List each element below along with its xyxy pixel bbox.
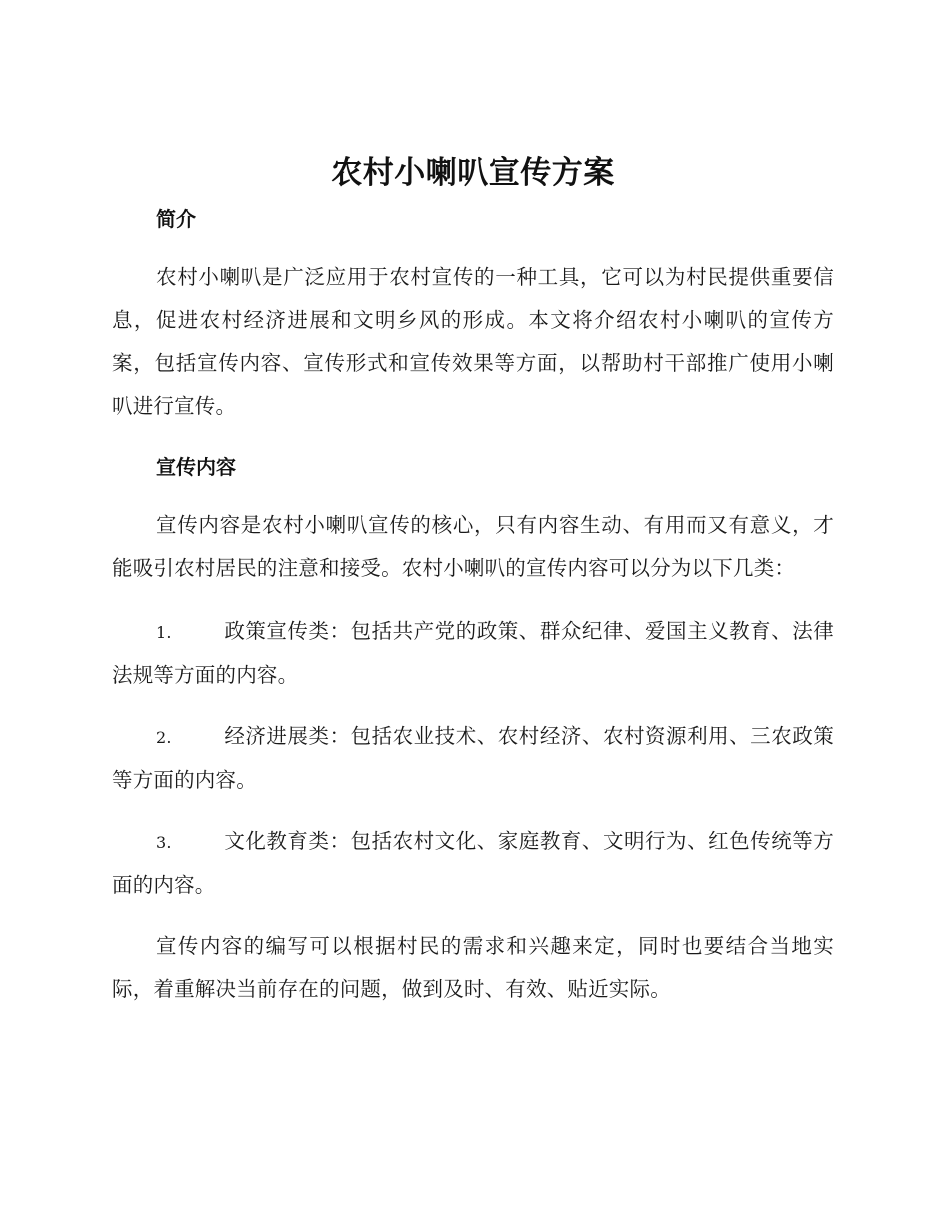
intro-paragraph: 农村小喇叭是广泛应用于农村宣传的一种工具，它可以为村民提供重要信息，促进农村经济进展和文明乡风的形成。本文将介绍农村小喇叭的宣传方案，包括宣传内容、宣传形式和宣传效果等方面，以帮助村干部推广使用小喇叭进行宣传。: [112, 265, 834, 418]
closing-paragraph: 宣传内容的编写可以根据村民的需求和兴趣来定，同时也要结合当地实际，着重解决当前存在的问题，做到及时、有效、贴近实际。: [112, 934, 834, 1001]
list-item-text: 文化教育类：包括农村文化、家庭教育、文明行为、红色传统等方面的内容。: [112, 829, 834, 897]
document-body: [112, 150, 834, 1011]
list-item-text: 政策宣传类：包括共产党的政策、群众纪律、爱国主义教育、法律法规等方面的内容。: [112, 619, 834, 687]
list-item: [112, 610, 834, 697]
list-item-number: 1.: [156, 623, 172, 642]
list-item: [112, 820, 834, 907]
list-item-text: 经济进展类：包括农业技术、农村经济、农村资源利用、三农政策等方面的内容。: [112, 724, 834, 792]
list-item: [112, 715, 834, 802]
document-title: 农村小喇叭宣传方案: [331, 155, 615, 191]
list-item-number: 2.: [156, 728, 172, 747]
list-item-number: 3.: [156, 833, 172, 852]
content-category-list: [112, 610, 834, 907]
section-heading-content: 宣传内容: [156, 455, 236, 479]
section-heading-intro: 简介: [156, 207, 196, 231]
content-paragraph: 宣传内容是农村小喇叭宣传的核心，只有内容生动、有用而又有意义，才能吸引农村居民的注意和接受。农村小喇叭的宣传内容可以分为以下几类：: [112, 513, 834, 580]
